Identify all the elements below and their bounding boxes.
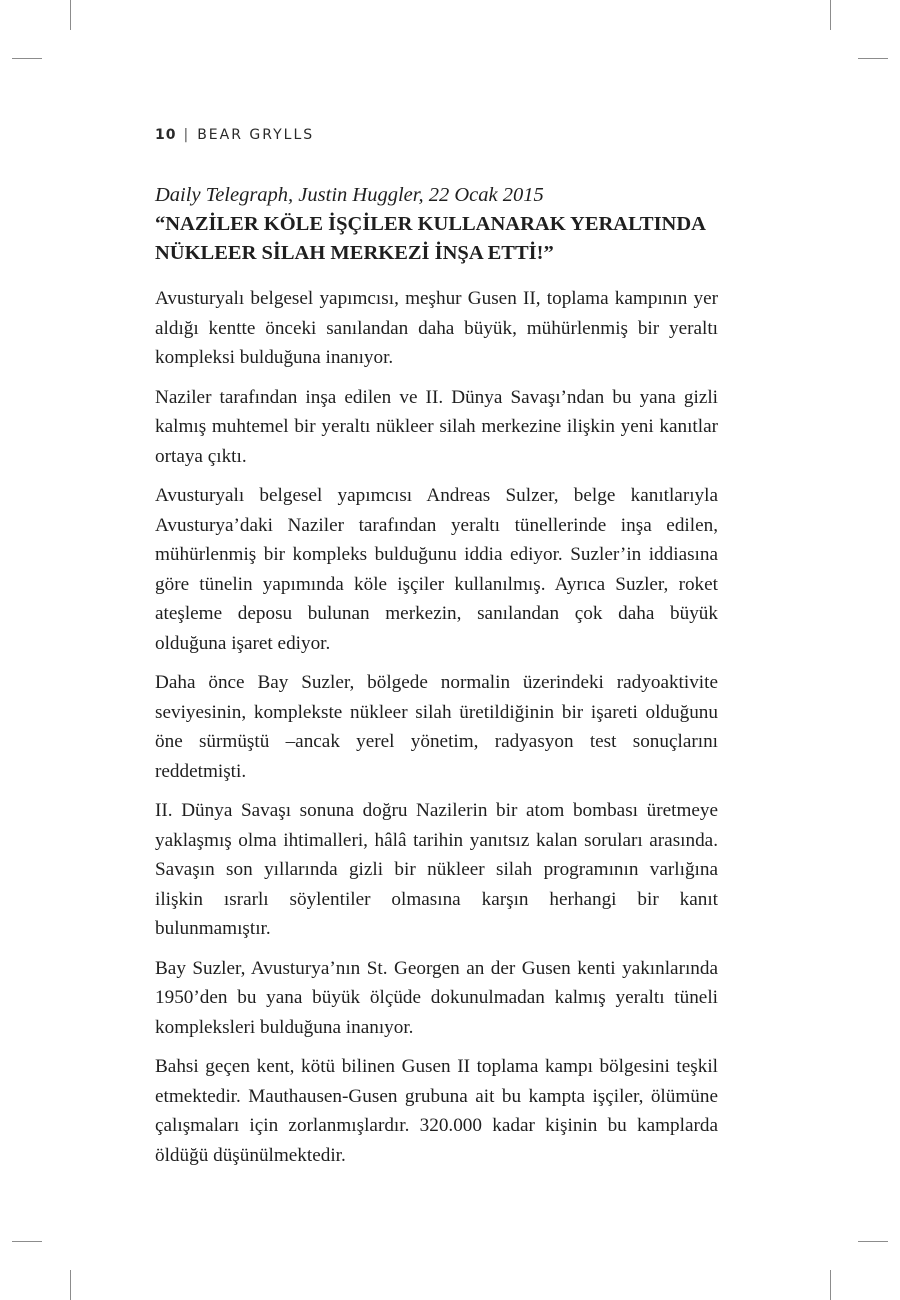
article-body [155, 181, 718, 1180]
paragraph-4: Daha önce Bay Suzler, bölgede normalin üzerindeki radyoaktivite seviyesinin, komplekste nükleer silah üretildiğinin bir işareti olduğunu öne sürmüştü –ancak yerel yönetim, radyasyon test sonuçlarını reddetmişti. [155, 672, 718, 782]
crop-mark-top-left [70, 0, 71, 30]
crop-mark-top-right [830, 0, 831, 30]
running-head-separator: | [183, 127, 191, 143]
crop-mark-right-bottom [858, 1241, 888, 1242]
page-number: 10 [155, 127, 177, 143]
paragraph-3: Avusturyalı belgesel yapımcısı Andreas Sulzer, belge kanıtlarıyla Avusturya’daki Naziler tarafından yeraltı tünellerinde inşa edilen, mühürlenmiş bir kompleks bulduğunu iddia ediyor. Suzler’in iddiasına göre tünelin yapımında köle işçiler kullanılmış. Ayrıca Suzler, roket ateşleme deposu bulunan merkezin, sanılandan çok daha büyük olduğuna işaret ediyor. [155, 485, 718, 654]
paragraph-2: Naziler tarafından inşa edilen ve II. Dünya Savaşı’ndan bu yana gizli kalmış muhtemel bir yeraltı nükleer silah merkezine ilişkin yeni kanıtlar ortaya çıktı. [155, 386, 718, 467]
crop-mark-right-top [858, 58, 888, 59]
running-head [155, 127, 314, 143]
article-source: Daily Telegraph, Justin Huggler, 22 Ocak 2015 [155, 184, 544, 206]
paragraph-5: II. Dünya Savaşı sonuna doğru Nazilerin bir atom bombası üretmeye yaklaşmış olma ihtimalleri, hâlâ tarihin yanıtsız kalan soruları arasında. Savaşın son yıllarında gizli bir nükleer silah programının varlığına ilişkin ısrarlı söylentiler olmasına karşın herhangi bir kanıt bulunmamıştır. [155, 800, 718, 939]
article-headline: “NAZİLER KÖLE İŞÇİLER KULLANARAK YERALTINDA NÜKLEER SİLAH MERKEZİ İNŞA ETTİ!” [155, 213, 705, 264]
crop-mark-bottom-left [70, 1270, 71, 1300]
paragraph-6: Bay Suzler, Avusturya’nın St. Georgen an der Gusen kenti yakınlarında 1950’den bu yana büyük ölçüde dokunulmadan kalmış yeraltı tüneli kompleksleri bulduğuna inanıyor. [155, 957, 718, 1038]
paragraph-1: Avusturyalı belgesel yapımcısı, meşhur Gusen II, toplama kampının yer aldığı kentte önceki sanılandan daha büyük, mühürlenmiş bir yeraltı kompleksi bulduğuna inanıyor. [155, 288, 718, 368]
crop-mark-left-top [12, 58, 42, 59]
crop-mark-left-bottom [12, 1241, 42, 1242]
running-head-author: BEAR GRYLLS [197, 127, 315, 143]
paragraph-7: Bahsi geçen kent, kötü bilinen Gusen II toplama kampı bölgesini teşkil etmektedir. Mauthausen-Gusen grubuna ait bu kampta işçiler, ölümüne çalışmaları için zorlanmışlardır. 320.000 kadar kişinin bu kamplarda öldüğü düşünülmektedir. [155, 1056, 718, 1166]
crop-mark-bottom-right [830, 1270, 831, 1300]
